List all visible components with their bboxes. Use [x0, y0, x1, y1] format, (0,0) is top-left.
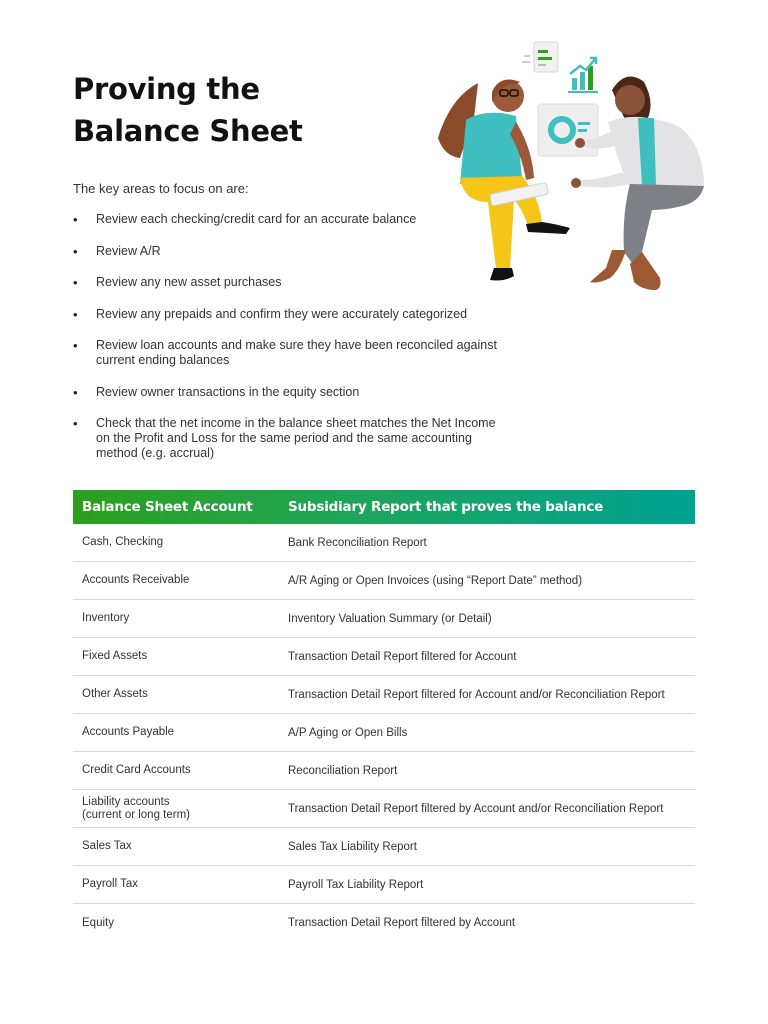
account-cell: Cash, Checking: [82, 536, 164, 548]
report-cell: Sales Tax Liability Report: [288, 840, 417, 853]
table-header: [73, 490, 695, 524]
title-line-1: Proving the: [73, 72, 260, 106]
bullet-icon: •: [73, 275, 78, 290]
list-item: • Review any prepaids and confirm they were accurately categorized: [73, 306, 468, 322]
tablet-donut-chart: [538, 104, 598, 156]
table-row: [73, 638, 695, 676]
list-item: • Review loan accounts and make sure they have been reconciled against current ending balances: [73, 338, 497, 367]
account-cell: Other Assets: [82, 688, 148, 700]
report-cell: Transaction Detail Report filtered for Account and/or Reconciliation Report: [288, 688, 665, 701]
list-item: • Review each checking/credit card for an accurate balance: [73, 212, 417, 227]
account-cell: Accounts Payable: [82, 726, 175, 738]
report-cell: Payroll Tax Liability Report: [288, 878, 424, 891]
account-cell-line-1: Liability accounts: [82, 795, 170, 808]
account-cell: [73, 796, 280, 822]
report-cell: Inventory Valuation Summary (or Detail): [288, 612, 492, 625]
account-cell: Equity: [82, 916, 114, 929]
report-cell: A/P Aging or Open Bills: [288, 726, 408, 739]
bullet-icon: •: [73, 243, 78, 259]
table-row: [73, 600, 695, 638]
bullet-icon: •: [73, 306, 78, 322]
bullet-icon: •: [73, 338, 78, 353]
account-cell: Sales Tax: [82, 840, 132, 852]
report-cell: Transaction Detail Report filtered by Account: [288, 917, 516, 929]
bullet-icon: •: [73, 416, 78, 431]
table-row: [73, 828, 695, 866]
report-cell: Transaction Detail Report filtered for Account: [288, 650, 517, 663]
table-row: [73, 790, 695, 828]
account-cell-line-2: (current or long term): [82, 808, 191, 821]
report-cell: A/R Aging or Open Invoices (using “Report Date” method): [288, 574, 583, 587]
growth-chart-icon: [568, 58, 598, 92]
title-line-2: Balance Sheet: [73, 114, 303, 148]
intro-text: The key areas to focus on are:: [73, 181, 249, 196]
table-row: [73, 752, 695, 790]
document-icon: [522, 42, 558, 72]
account-cell: Accounts Receivable: [82, 574, 190, 586]
account-cell: Credit Card Accounts: [82, 764, 191, 776]
header-subsidiary-report: Subsidiary Report that proves the balance: [288, 499, 604, 515]
table-row: [73, 562, 695, 600]
balance-sheet-table: [73, 490, 695, 942]
list-item: • Check that the net income in the balance sheet matches the Net Income on the Profit and Loss for the same period and the same accounting method (e.g. accrual): [73, 416, 496, 460]
account-cell: Fixed Assets: [82, 650, 148, 662]
account-cell: Payroll Tax: [82, 878, 139, 890]
table-row: [73, 714, 695, 752]
page-title: [73, 68, 413, 152]
report-cell: Bank Reconciliation Report: [288, 536, 427, 549]
list-item: • Review owner transactions in the equity section: [73, 384, 360, 400]
report-cell: Transaction Detail Report filtered by Account and/or Reconciliation Report: [288, 802, 664, 815]
report-cell: Reconciliation Report: [288, 764, 398, 777]
account-cell: Inventory: [82, 612, 130, 624]
focus-areas-list: [73, 212, 503, 478]
table-row: [73, 524, 695, 562]
list-item: • Review any new asset purchases: [73, 275, 282, 290]
table-row: [73, 866, 695, 904]
bullet-icon: •: [73, 384, 78, 400]
table-row: [73, 676, 695, 714]
table-row: [73, 904, 695, 942]
list-item: • Review A/R: [73, 243, 161, 259]
header-balance-sheet-account: Balance Sheet Account: [82, 499, 253, 515]
bullet-icon: •: [73, 212, 78, 227]
